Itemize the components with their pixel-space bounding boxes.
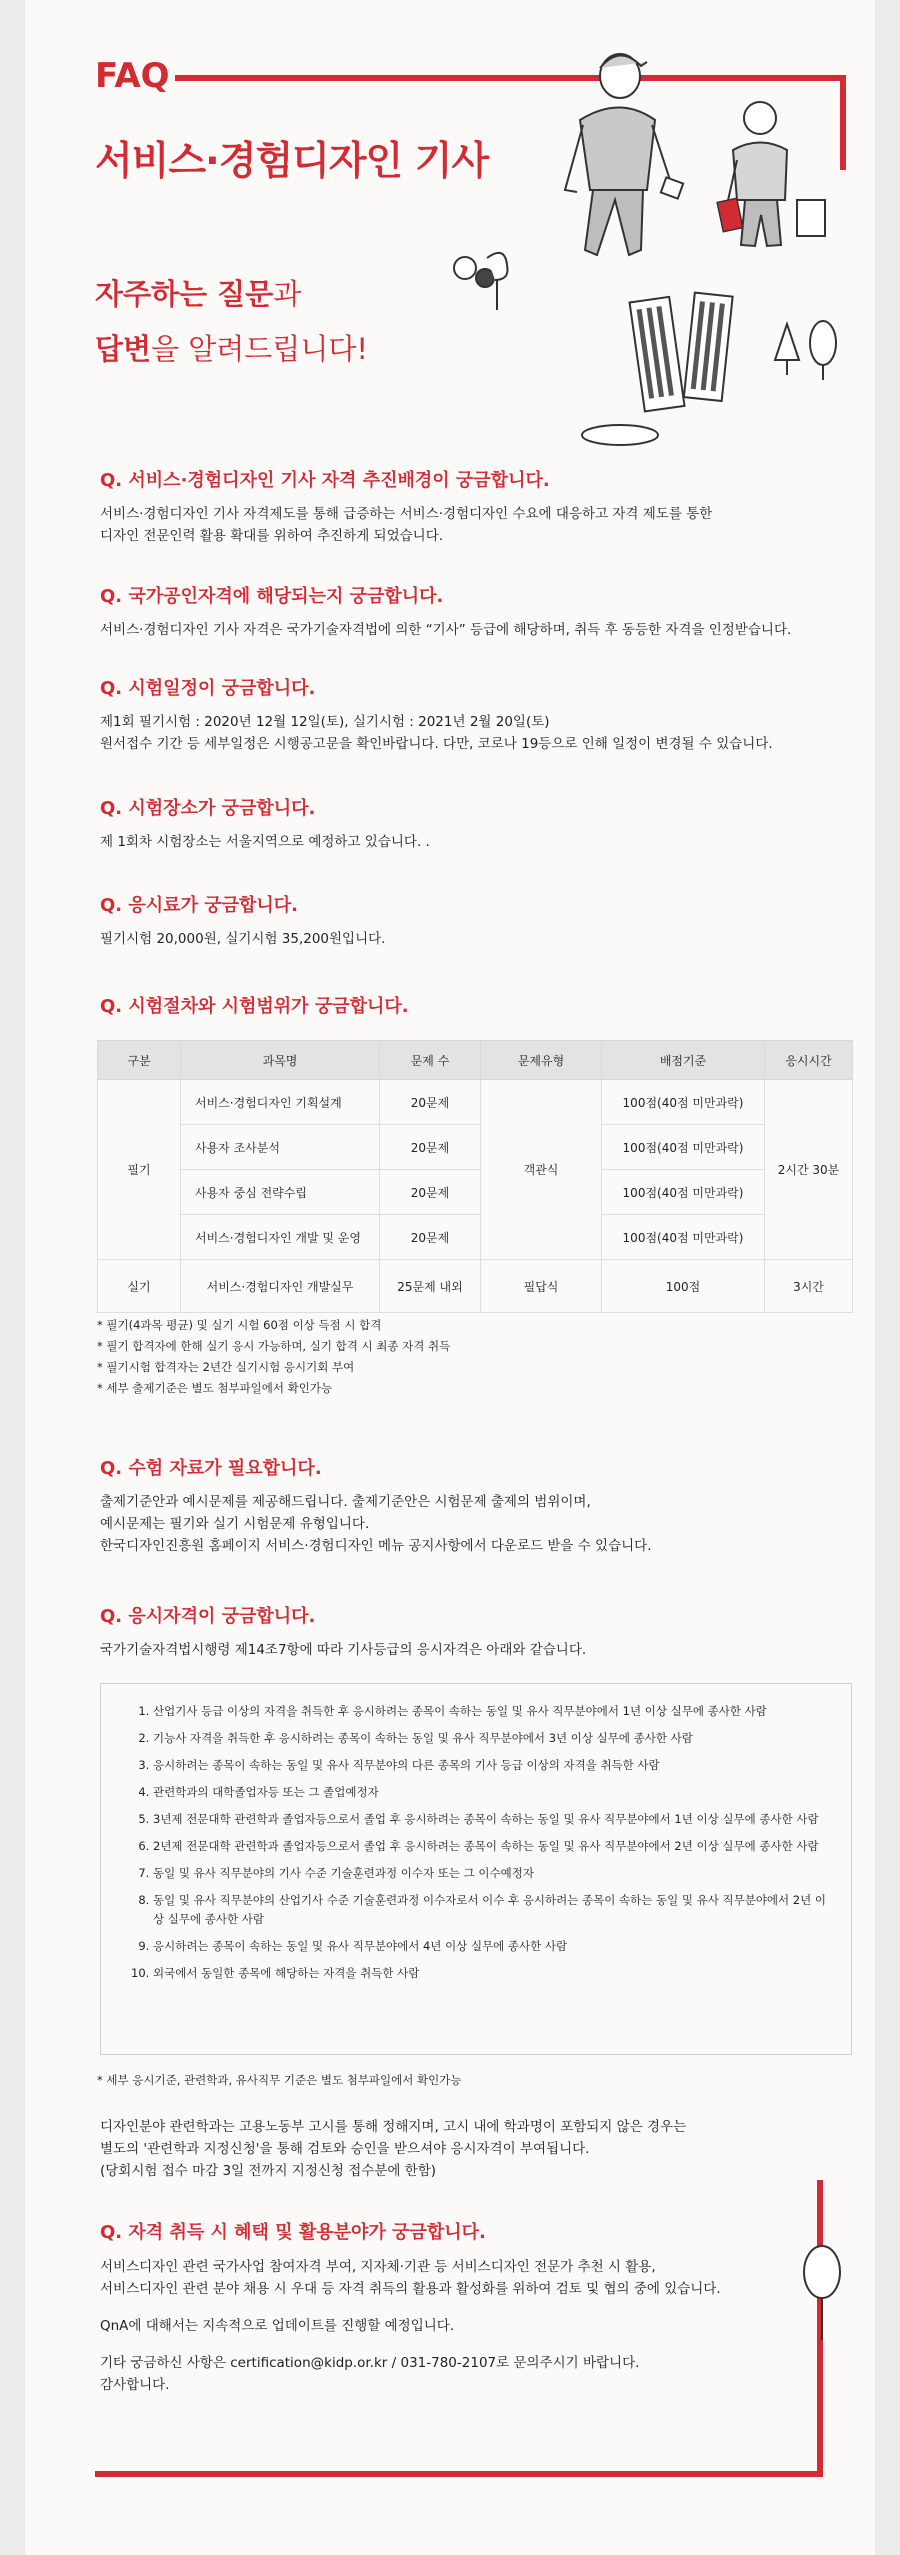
exam-notes: * 필기(4과목 평균) 및 실기 시험 60점 이상 득점 시 합격 * 필기 합격자에 한해 실기 응시 가능하며, 실기 합격 시 최종 자격 취득 * 필기시험 합격자는 2년간 실기시험 응시기회 부여 * 세부 출제기준은 별도 첨부파일에서 확인가능: [97, 1318, 451, 1395]
question-7: Q. 수험 자료가 필요합니다.: [100, 1458, 322, 1479]
question-9: Q. 자격 취득 시 혜택 및 활용분야가 궁금합니다.: [100, 2222, 486, 2243]
list-item: 8. 동일 및 유사 직무분야의 산업기사 수준 기술훈련과정 이수자로서 이수 후 응시하려는 종목이 속하는 동일 및 유사 직무분야에서 2년 이상 실무에 종사한 사람: [153, 1891, 835, 1929]
table-cell-category: 실기: [98, 1260, 181, 1313]
list-item: 4. 관련학과의 대학졸업자등 또는 그 졸업예정자: [153, 1783, 835, 1802]
table-header: 과목명: [181, 1041, 380, 1080]
answer-3: 제1회 필기시험 : 2020년 12월 12일(토), 실기시험 : 2021년 2월 20일(토) 원서접수 기간 등 세부일정은 시행공고문을 확인바랍니다. 다만, 코로나 19등으로 인해 일정이 변경될 수 있습니다.: [100, 714, 773, 752]
table-row: [98, 1080, 853, 1125]
table-cell-subject: 사용자 중심 전략수립: [181, 1170, 380, 1215]
table-cell-subject: 서비스·경험디자인 기획설계: [181, 1080, 380, 1125]
table-cell-subject: 서비스·경험디자인 개발 및 운영: [181, 1215, 380, 1260]
faq-page: [25, 0, 875, 2555]
table-row: [98, 1215, 853, 1260]
table-row: [98, 1125, 853, 1170]
question-4: Q. 시험장소가 궁금합니다.: [100, 798, 316, 819]
red-frame-bottom: [95, 2471, 823, 2477]
qualification-list-box: [100, 1683, 852, 2055]
faq-label: FAQ: [95, 56, 170, 96]
table-header-row: [98, 1041, 853, 1080]
table-header: 문제 수: [380, 1041, 481, 1080]
table-row: [98, 1170, 853, 1215]
list-item: 10. 외국에서 동일한 종목에 해당하는 자격을 취득한 사람: [153, 1964, 835, 1983]
subtitle-bold-2: 답변: [95, 332, 152, 366]
answer-7: 출제기준안과 예시문제를 제공해드립니다. 출제기준안은 시험문제 출제의 범위이며, 예시문제는 필기와 실기 시험문제 유형입니다. 한국디자인진흥원 홈페이지 서비스·경험디자인 메뉴 공지사항에서 다운로드 받을 수 있습니다.: [100, 1494, 652, 1554]
table-header: 문제유형: [481, 1041, 602, 1080]
table-header: 구분: [98, 1041, 181, 1080]
table-cell-type: 객관식: [481, 1080, 602, 1260]
list-item: 1. 산업기사 등급 이상의 자격을 취득한 후 응시하려는 종목이 속하는 동일 및 유사 직무분야에서 1년 이상 실무에 종사한 사람: [153, 1702, 835, 1721]
table-cell-type: 필답식: [481, 1260, 602, 1313]
qualification-intro: 국가기술자격법시행령 제14조7항에 따라 기사등급의 응시자격은 아래와 같습니다.: [100, 1642, 587, 1658]
update-notice: QnA에 대해서는 지속적으로 업데이트를 진행할 예정입니다.: [100, 2318, 455, 2334]
page-title: 서비스·경험디자인 기사: [95, 139, 489, 184]
table-cell-count: 20문제: [380, 1215, 481, 1260]
table-cell-count: 20문제: [380, 1080, 481, 1125]
subtitle-rest-1: 과: [273, 277, 302, 311]
qualification-extra: 디자인분야 관련학과는 고용노동부 고시를 통해 정해지며, 고시 내에 학과명이 포함되지 않은 경우는 별도의 '관련학과 지정신청'을 통해 검토와 승인을 받으셔야 응시자격이 부여됩니다. (당회시험 접수 마감 3일 전까지 지정신청 접수분에 한함): [100, 2119, 687, 2179]
table-cell-score: 100점(40점 미만과락): [602, 1125, 765, 1170]
table-cell-count: 20문제: [380, 1170, 481, 1215]
question-5: Q. 응시료가 궁금합니다.: [100, 895, 299, 916]
table-cell-score: 100점(40점 미만과락): [602, 1215, 765, 1260]
table-row: [98, 1260, 853, 1313]
table-cell-score: 100점(40점 미만과락): [602, 1170, 765, 1215]
table-header: 배점기준: [602, 1041, 765, 1080]
question-6: Q. 시험절차와 시험범위가 궁금합니다.: [100, 996, 409, 1017]
list-item: 5. 3년제 전문대학 관련학과 졸업자등으로서 졸업 후 응시하려는 종목이 속하는 동일 및 유사 직무분야에서 1년 이상 실무에 종사한 사람: [153, 1810, 835, 1829]
subtitle-rest-2: 을 알려드립니다!: [151, 332, 368, 366]
table-cell-subject: 서비스·경험디자인 개발실무: [181, 1260, 380, 1313]
answer-5: 필기시험 20,000원, 실기시험 35,200원입니다.: [100, 931, 386, 947]
table-cell-score: 100점: [602, 1260, 765, 1313]
tree-illustration: [795, 2240, 855, 2350]
answer-1: 서비스·경험디자인 기사 자격제도를 통해 급증하는 서비스·경험디자인 수요에 대응하고 자격 제도를 통한 디자인 전문인력 활용 확대를 위하여 추진하게 되었습니다.: [100, 506, 713, 544]
subtitle-line-1: [95, 272, 301, 313]
question-8: Q. 응시자격이 궁금합니다.: [100, 1606, 316, 1627]
subtitle-bold-1: 자주하는 질문: [95, 277, 274, 311]
table-cell-count: 25문제 내외: [380, 1260, 481, 1313]
list-item: 3. 응시하려는 종목이 속하는 동일 및 유사 직무분야의 다른 종목의 기사 등급 이상의 자격을 취득한 사람: [153, 1756, 835, 1775]
table-cell-time: 3시간: [765, 1260, 853, 1313]
list-item: 2. 기능사 자격을 취득한 후 응시하려는 종목이 속하는 동일 및 유사 직무분야에서 3년 이상 실무에 종사한 사람: [153, 1729, 835, 1748]
table-cell-category: 필기: [98, 1080, 181, 1260]
people-illustration: [415, 40, 855, 450]
list-item: 6. 2년제 전문대학 관련학과 졸업자등으로서 졸업 후 응시하려는 종목이 속하는 동일 및 유사 직무분야에서 2년 이상 실무에 종사한 사람: [153, 1837, 835, 1856]
answer-4: 제 1회차 시험장소는 서울지역으로 예정하고 있습니다. .: [100, 834, 430, 850]
table-cell-subject: 사용자 조사분석: [181, 1125, 380, 1170]
subtitle-line-2: [95, 327, 368, 368]
exam-table: [97, 1040, 853, 1313]
table-cell-score: 100점(40점 미만과락): [602, 1080, 765, 1125]
table-cell-time: 2시간 30분: [765, 1080, 853, 1260]
question-2: Q. 국가공인자격에 해당되는지 궁금합니다.: [100, 586, 444, 607]
list-item: 7. 동일 및 유사 직무분야의 기사 수준 기술훈련과정 이수자 또는 그 이수예정자: [153, 1864, 835, 1883]
question-1: Q. 서비스·경험디자인 기사 자격 추진배경이 궁금합니다.: [100, 470, 550, 491]
answer-2: 서비스·경험디자인 기사 자격은 국가기술자격법에 의한 “기사” 등급에 해당하며, 취득 후 동등한 자격을 인정받습니다.: [100, 622, 792, 638]
table-cell-count: 20문제: [380, 1125, 481, 1170]
answer-9: 서비스디자인 관련 국가사업 참여자격 부여, 지자체·기관 등 서비스디자인 전문가 추천 시 활용, 서비스디자인 관련 분야 채용 시 우대 등 자격 취득의 활용과 활성화를 위하여 검토 및 협의 중에 있습니다.: [100, 2259, 721, 2297]
qualification-list: [101, 1684, 851, 1983]
list-item: 9. 응시하려는 종목이 속하는 동일 및 유사 직무분야에서 4년 이상 실무에 종사한 사람: [153, 1937, 835, 1956]
question-3: Q. 시험일정이 궁금합니다.: [100, 678, 316, 699]
contact-info: 기타 궁금하신 사항은 certification@kidp.or.kr / 031-780-2107로 문의주시기 바랍니다. 감사합니다.: [100, 2355, 640, 2393]
table-header: 응시시간: [765, 1041, 853, 1080]
qualification-note: * 세부 응시기준, 관련학과, 유사직무 기준은 별도 첨부파일에서 확인가능: [97, 2073, 462, 2087]
